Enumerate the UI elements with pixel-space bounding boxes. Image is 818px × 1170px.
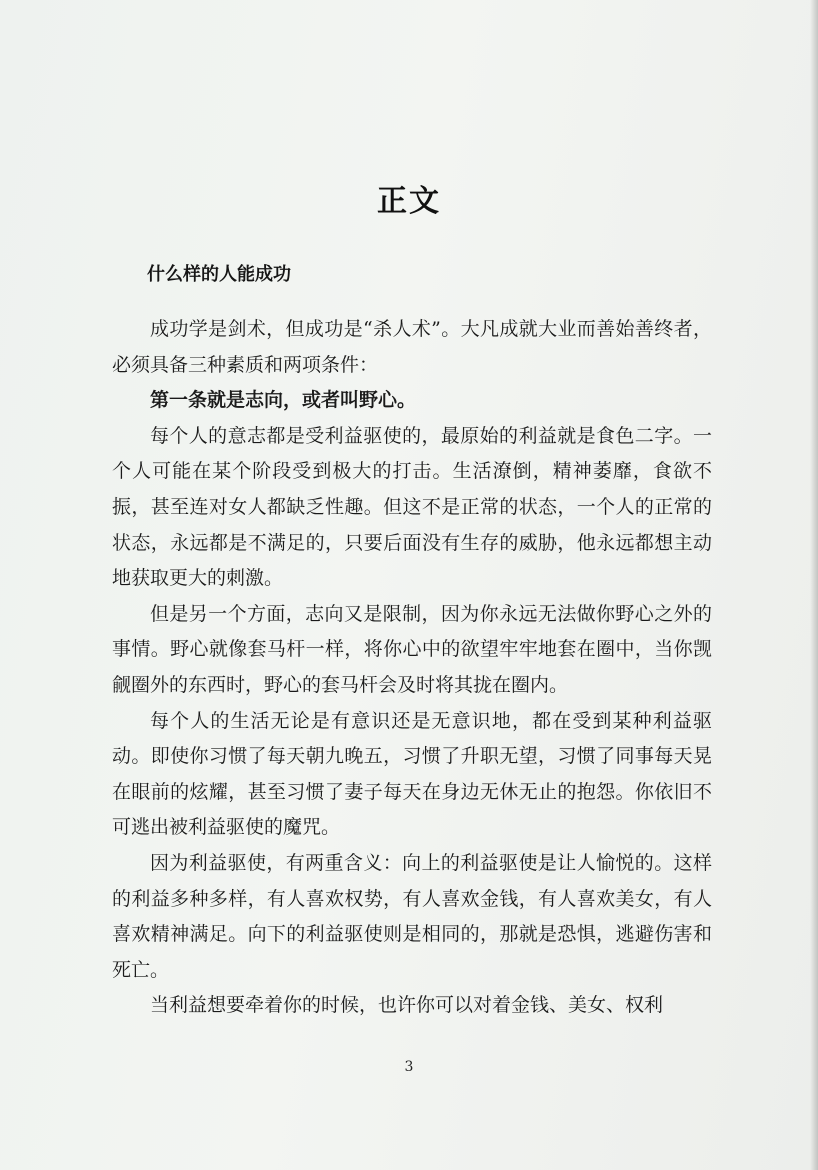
body-text [112, 312, 712, 1024]
section-heading: 什么样的人能成功 [147, 264, 291, 285]
page-number: 3 [404, 1059, 414, 1075]
paragraph: 每个人的生活无论是有意识还是无意识地，都在受到某种利益驱动。即使你习惯了每天朝九晚五，习惯了升职无望，习惯了同事每天晃在眼前的炫耀，甚至习惯了妻子每天在身边无休无止的抱怨。你依旧不可逃出被利益驱使的魔咒。 [112, 709, 712, 839]
paragraph: 当利益想要牵着你的时候，也许你可以对着金钱、美女、权利 [150, 994, 664, 1017]
paragraph: 但是另一个方面，志向又是限制，因为你永远无法做你野心之外的事情。野心就像套马杆一样，将你心中的欲望牢牢地套在圈中，当你觊觎圈外的东西时，野心的套马杆会及时将其拢在圈内。 [112, 602, 712, 696]
paragraph-bold-point: 第一条就是志向，或者叫野心。 [150, 389, 417, 412]
paragraph: 每个人的意志都是受利益驱使的，最原始的利益就是食色二字。一个人可能在某个阶段受到极大的打击。生活潦倒，精神萎靡，食欲不振，甚至连对女人都缺乏性趣。但这不是正常的状态，一个人的正常的状态，永远都是不满足的，只要后面没有生存的威胁，他永远都想主动地获取更大的刺激。 [112, 424, 712, 590]
paragraph: 成功学是剑术，但成功是“杀人术”。大凡成就大业而善始善终者，必须具备三种素质和两项条件： [112, 318, 712, 376]
chapter-title: 正文 [377, 184, 441, 219]
paragraph: 因为利益驱使，有两重含义：向上的利益驱使是让人愉悦的。这样的利益多种多样，有人喜欢权势，有人喜欢金钱，有人喜欢美女，有人喜欢精神满足。向下的利益驱使则是相同的，那就是恐惧，逃避伤害和死亡。 [112, 851, 712, 981]
